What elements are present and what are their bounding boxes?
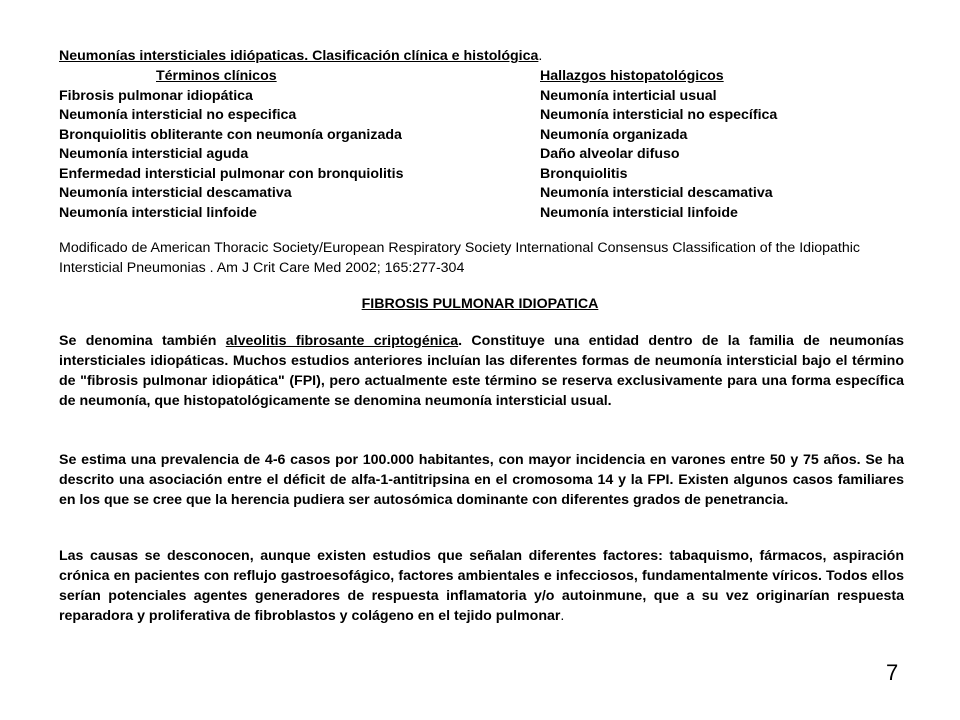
underlined-term: alveolitis fibrosante criptogénica [225,333,459,349]
clinical-term: Bronquiolitis obliterante con neumonía organizada [59,126,402,143]
histopathological-finding: Neumonía intersticial linfoide [540,204,738,221]
paragraph-epidemiology: Se estima una prevalencia de 4-6 casos por 100.000 habitantes, con mayor incidencia en varones entre 50 y 75 años. Se ha descrito una asociación entre el déficit de alfa-1-antitripsina en el cromosoma 14 y la FPI. Existen algunos casos familiares en los que se cree que la herencia pudiera ser autosómica dominante con diferentes grados de penetrancia. [59,452,904,508]
table-row [59,183,839,203]
table-row [59,164,839,184]
table-header-row [59,66,839,86]
column-header-clinical: Términos clínicos [156,68,277,84]
clinical-term: Neumonía intersticial no especifica [59,107,297,123]
histopathological-finding: Neumonía interticial usual [540,87,717,104]
histopathological-finding: Daño alveolar difuso [540,146,680,162]
clinical-term: Neumonía intersticial aguda [59,146,249,162]
table-row [59,203,839,223]
table-row [59,86,839,106]
table-row [59,105,839,125]
clinical-term: Enfermedad intersticial pulmonar con bronquiolitis [59,165,404,182]
column-header-histopathological: Hallazgos histopatológicos [540,68,724,84]
histopathological-finding: Bronquiolitis [540,165,628,182]
histopathological-finding: Neumonía intersticial no específica [540,107,778,123]
clinical-term: Fibrosis pulmonar idiopática [59,87,253,104]
paragraph-causes [59,546,904,626]
paragraph-text: Se denomina también [59,333,226,349]
section-title: FIBROSIS PULMONAR IDIOPATICA [361,296,599,312]
reference-note: Modificado de American Thoracic Society/European Respiratory Society International Consensus Classification of the Idiopathic Intersticial Pneumonias . Am J Crit Care Med 2002; 165:277-304 [59,240,860,276]
clinical-term: Neumonía intersticial linfoide [59,204,257,221]
table-row [59,144,839,164]
heading-period: . [538,48,543,64]
paragraph-period: . [560,608,565,624]
clinical-term: Neumonía intersticial descamativa [59,185,292,201]
table-row [59,125,839,145]
page-number: 7 [886,660,899,685]
heading-text: Neumonías intersticiales idiópaticas. Clasificación clínica e histológica [59,48,539,64]
paragraph-text: . Constituye una entidad dentro de la familia de neumonías intersticiales idiopáticas. Muchos estudios anteriores incluían las diferentes formas de neumonía intersticial bajo el término de "fibrosis pulmonar idiopática" (FPI), pero actualmente este término se reserva exclusivamente para una forma específica de neumonía, que histopatológicamente se denomina neumonía intersticial usual. [59,333,905,409]
histopathological-finding: Neumonía intersticial descamativa [540,185,773,201]
paragraph-definition [59,331,904,411]
histopathological-finding: Neumonía organizada [540,126,688,143]
classification-heading [59,46,542,66]
paragraph-text: Las causas se desconocen, aunque existen estudios que señalan diferentes factores: tabaquismo, fármacos, aspiración crónica en pacientes con reflujo gastroesofágico, factores ambientales e infecciosos, fundamentalmente víricos. Todos ellos serían potenciales agentes generadores de respuesta inflamatoria y/o autoinmune, que a su vez originarían respuesta reparadora y proliferativa de fibroblastos y colágeno en el tejido pulmonar [59,548,904,624]
classification-table [59,66,839,222]
